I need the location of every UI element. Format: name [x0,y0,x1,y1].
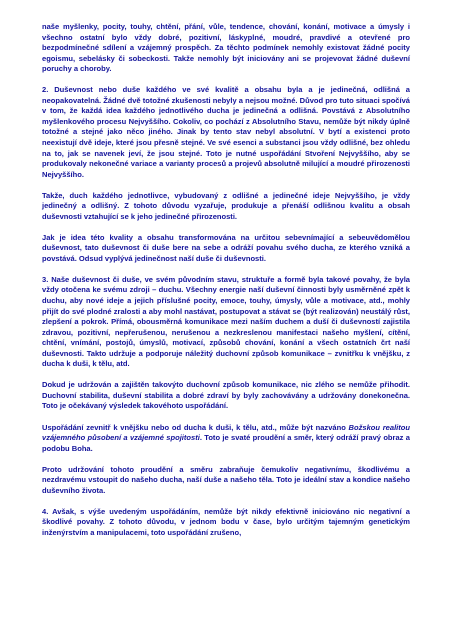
paragraph-text: Uspořádání zevnitř k vnějšku nebo od ducha k duši, k tělu, atd., může být nazváno [42,422,349,432]
paragraph: 4. Avšak, s výše uvedeným uspořádáním, nemůže být nikdy efektivně iniciováno nic negativní a škodlivé povahy. Z tohoto důvodu, v jednom bodu v čase, bylo určitým tajemným genetickým inženýrstvím a manipulacemi, toto uspořádání zrušeno, [42,506,410,537]
document-body [42,22,410,538]
paragraph: Proto udržování tohoto proudění a směru zabraňuje čemukoliv negativnímu, škodlivému a nezdravému vstoupit do našeho ducha, naší duše a našeho těla. Toto je ideální stav a kondice našeho duševního života. [42,464,410,495]
paragraph-with-italic [42,423,410,455]
paragraph: Jak je idea této kvality a obsahu transformována na určitou sebevnímající a sebeuvědomělou duševnost, tato duševnost či duše bere na sebe a odráží povahu svého ducha, ze kterého vzniká a povstává. Odsud vyplývá jedinečnost naší duše či duševnosti. [42,232,410,263]
paragraph: Dokud je udržován a zajištěn takovýto duchovní způsob komunikace, nic zlého se nemůže přihodit. Duchovní stabilita, duševní stabilita a dobré zdraví by byly zachovávány a udržovány donekonečna. Toto je očekávaný výsledek takovéhoto uspořádání. [42,380,410,411]
paragraph: Takže, duch každého jednotlivce, vybudovaný z odlišné a jedinečné ideje Nejvyššího, je vždy jedinečný a odlišný. Z tohoto důvodu vyzařuje, produkuje a přenáší odlišnou kvalitu a obsah duševnosti vztahující se k jeho jedinečné přirozenosti. [42,190,410,221]
paragraph: naše myšlenky, pocity, touhy, chtění, přání, vůle, tendence, chování, konání, motivace a úmysly i všechno ostatní bylo vždy dobré, pozitivní, láskyplné, moudré, pravdivé a otevřené pro bezpodmínečné sdílení a vzájemný prospěch. Za těchto podmínek nemohly existovat žádné pocity egoismu, sebelásky či sobeckosti. Takže nemohly být iniciovány ani se projevovat žádné duševní poruchy a choroby. [42,22,410,74]
paragraph: 2. Duševnost nebo duše každého ve své kvalitě a obsahu byla a je jedinečná, odlišná a neopakovatelná. Žádné dvě totožné zkušenosti nebyly a nejsou možné. Důvod pro tuto situaci spočívá v tom, že každá idea každého jednotlivého ducha je jedinečná a odlišná. Povstává z Absolutního myšlenkového procesu Nejvyššího. Cokoliv, co pochází z Absolutního Stavu, nemůže být nikdy úplně totožné a stejné jako něco jiného. Jinak by tento stav nebyl absolutní. V bytí a existenci proto neexistují dvě ideje, které jsou přesně stejné. Ve své esenci a substanci jsou vždy odlišné, bez ohledu na to, jak se navenek jeví, že jsou stejné. Toto je nutné uspořádání Stvoření Nejvyššího, aby se produkovaly nekonečné variace a varianty procesů a projevů absolutně milující a moudré přirozenosti Nejvyššího. [42,85,410,179]
italic-phrase: Božskou realitou vzájemného působení a vzájemné spojitosti [42,422,410,443]
paragraph-text: . Toto je svaté proudění a směr, který odráží pravý obraz a podobu Boha. [42,433,410,453]
paragraph: 3. Naše duševnost či duše, ve svém původním stavu, struktuře a formě byla takové povahy, že byla vždy otočena ke svému zdroji – duchu. Všechny energie naší duševní činnosti byly usměrněné zpět k duchu, aby nové ideje a jejich příslušné pocity, emoce, touhy, úmysly, vůle a motivace, atd., mohly přijít do své plodné zralosti a aby mohl nastávat, postupovat a stávat se (být realizován) neustálý růst, zlepšení a pokrok. Přímá, obousměrná komunikace mezi naším duchem a duší či duševností zajistila zdravou, pozitivní, nepřerušenou, nerušenou a nezkreslenou manifestaci našeho myšlení, cítění, chtění, vnímání, postojů, úmyslů, motivací, způsobů chování, konání a všech ostatních črt naší duševnosti. Takto udržuje a podporuje náležitý duchovní způsob komunikace – zvnitřku k vnějšku, z ducha k duši, k tělu, atd. [42,274,410,369]
